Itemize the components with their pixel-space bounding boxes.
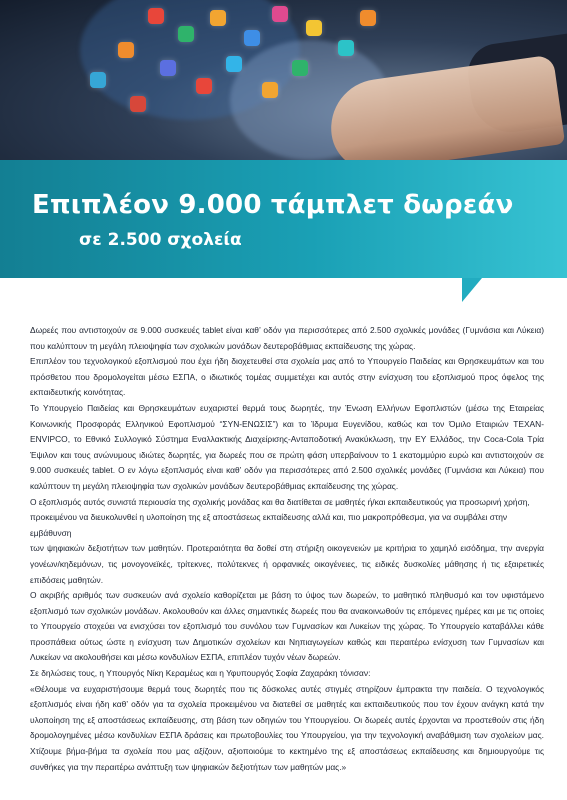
- paragraph: Επιπλέον του τεχνολογικού εξοπλισμού που έχει ήδη διοχετευθεί στα σχολεία μας από το Υπουργείο Παιδείας και Θρησκευμάτων και του πρόσθετου που δρομολογείται μέσω ΕΣΠΑ, ο ιδιωτικός τομέας συμμετέχει και αυτός στην ενίσχυση του εξοπλισμού προς όφελος της εκπαιδευτικής κοινότητας.: [30, 356, 544, 398]
- paragraph: των ψηφιακών δεξιοτήτων των μαθητών. Προτεραιότητα θα δοθεί στη στήριξη οικογενειών με κριτήρια το χαμηλό εισόδημα, την ανεργία γονέων/κηδεμόνων, τις μονογονεϊκές, τρίτεκνες, πολύτεκνες ή ορφανικές οικογένειες, τις ειδικές δυσκολίες μάθησης ή τις εξαιρετικές επιδόσεις μαθητών.: [30, 543, 544, 585]
- quote-paragraph: «Θέλουμε να ευχαριστήσουμε θερμά τους δωρητές που τις δύσκολες αυτές στιγμές στηρίζουν έμπρακτα την παιδεία. Ο τεχνολογικός εξοπλισμός είναι ήδη καθ’ οδόν για τα σχολεία προκειμένου να διατεθεί σε μαθητές και εκπαιδευτικούς που τον έχουν ανάγκη κατά την υλοποίηση της εξ αποστάσεως εκπαίδευσης, στη βάση των οδηγιών του Υπουργείου. Οι δωρεές αυτές έρχονται να προστεθούν στις ήδη δρομολογημένες μέσω κονδυλίων ΕΣΠΑ δράσεις και πρωτοβουλίες του Υπουργείου, για την τεχνολογική αναβάθμιση των σχολείων μας. Χτίζουμε βήμα-βήμα τα σχολεία που μας αξίζουν, αξιοποιούμε το κεκτημένο της εξ αποστάσεως εκπαίδευσης και δημιουργούμε τις συνθήκες για την περαιτέρω ανάπτυξη των ψηφιακών δεξιοτήτων των μαθητών μας.»: [30, 683, 544, 772]
- page-subtitle: σε 2.500 σχολεία: [79, 230, 242, 250]
- page-title: Επιπλέον 9.000 τάμπλετ δωρεάν: [32, 190, 514, 220]
- paragraph: Το Υπουργείο Παιδείας και Θρησκευμάτων ευχαριστεί θερμά τους δωρητές, την Ένωση Ελλήνων Εφοπλιστών (μέσω της Εταιρείας Κοινωνικής Προσφοράς Ελληνικού Εφοπλισμού “ΣΥΝ-ΕΝΩΣΙΣ”) και το Ίδρυμα Ευγενίδου, καθώς και τον Όμιλο Εταιριών TEXAN-ENVIPCO, το Εθνικό Συλλογικό Σύστημα Εναλλακτικής Διαχείρισης-Ανταποδοτική Ανακύκλωση, την ΕΥ Ελλάδος, την Coca-Cola Τρία Έψιλον και τους ανώνυμους ιδιώτες δωρητές, για δωρεές που σε πρώτη φάση υπερβαίνουν το 1 εκατομμύριο ευρώ και αντιστοιχούν σε 9.000 συσκευές tablet. Ο εν λόγω εξοπλισμός είναι καθ’ οδόν για περισσότερες από 2.500 σχολικές μονάδες (Γυμνάσια και Λύκεια) που καλύπτουν τη μεγάλη πλειοψηφία των σχολικών μονάδων δευτεροβάθμιας εκπαίδευσης της χώρας.: [30, 402, 544, 491]
- article-body: [30, 323, 544, 775]
- paragraph: Δωρεές που αντιστοιχούν σε 9.000 συσκευές tablet είναι καθ’ οδόν για περισσότερες από 2.500 σχολικές μονάδες (Γυμνάσια και Λύκεια) που καλύπτουν τη μεγάλη πλειοψηφία των σχολικών μονάδων δευτεροβάθμιας εκπαίδευσης της χώρας.: [30, 325, 544, 351]
- hero-photo: [0, 0, 567, 160]
- paragraph: Σε δηλώσεις τους, η Υπουργός Νίκη Κεραμέως και η Υφυπουργός Σοφία Ζαχαράκη τόνισαν:: [30, 668, 371, 679]
- paragraph: Ο εξοπλισμός αυτός συνιστά περιουσία της σχολικής μονάδας και θα διατίθεται σε μαθητές ή/και εκπαιδευτικούς για προσωρινή χρήση, προκειμένου να διευκολυνθεί η υλοποίηση της εξ αποστάσεως εκπαίδευσης αλλά και, πιο μακροπρόθεσμα, για να συμβάλει στην εμβάθυνση: [30, 496, 530, 538]
- paragraph: Ο ακριβής αριθμός των συσκευών ανά σχολείο καθορίζεται με βάση το ύψος των δωρεών, το μαθητικό πληθυσμό και τον υφιστάμενο εξοπλισμό των σχολικών μονάδων. Ακολουθούν και άλλες σημαντικές δωρεές που θα ανακοινωθούν τις επόμενες ημέρες και με τις οποίες το Υπουργείο στοχεύει να ενισχύσει τον εξοπλισμό του συνόλου των Γυμνασίων και Λυκείων της χώρας. Το Υπουργείο καταβάλλει κάθε προσπάθεια ούτως ώστε η ενίσχυση των Δημοτικών σχολείων και Νηπιαγωγείων καθώς και περαιτέρω ενίσχυση των Γυμνασίων και Λυκείων να ακολουθήσει και μέσω κονδυλίων ΕΣΠΑ, επιπλέον τυχόν νέων δωρεών.: [30, 590, 544, 663]
